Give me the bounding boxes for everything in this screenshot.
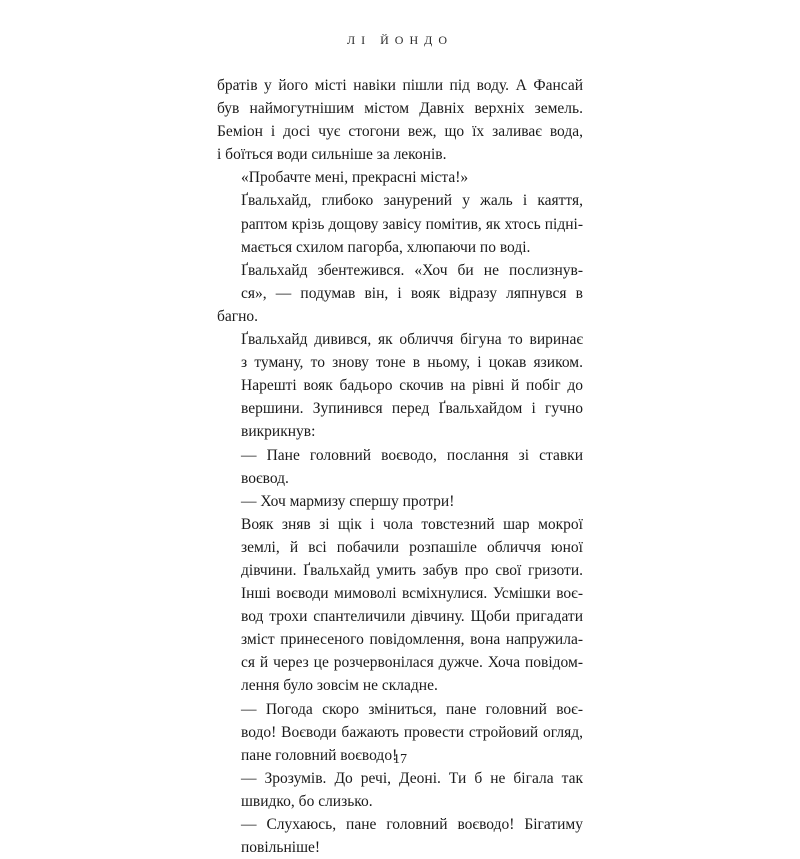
text-line: раптом крізь дощову завісу помітив, як хтось підні-	[241, 215, 583, 233]
text-line: ся й через це розчервонілася дужче. Хоча повідом-	[241, 654, 583, 672]
paragraph	[217, 189, 583, 258]
text-line: дівчини. Ґвальхайд умить забув про свої гризоти.	[241, 561, 583, 579]
text-line: з туману, то знову тоне в ньому, і цокав язиком.	[241, 354, 583, 372]
running-head-title: ЛІ ЙОНДО	[347, 33, 453, 47]
text-line: Інші воєводи мимоволі всміхнулися. Усмішки воє-	[241, 585, 583, 603]
text-line: — Слухаюсь, пане головний воєводо! Бігатиму	[241, 816, 583, 833]
text-line: землі, й всі побачили розпашіле обличчя юної	[241, 538, 583, 556]
text-line: ся», — подумав він, і вояк відразу ляпнувся в багно.	[217, 284, 583, 325]
text-line: був наймогутнішим містом Давніх верхніх земель.	[217, 100, 583, 118]
paragraph	[217, 767, 583, 813]
text-line: мається схилом пагорба, хлюпаючи по воді.	[241, 238, 531, 256]
paragraph	[217, 74, 583, 166]
page-number: 17	[393, 752, 407, 767]
text-line: воєвод.	[241, 469, 289, 487]
text-line: зміст принесеного повідомлення, вона напружила-	[241, 631, 583, 649]
paragraph	[217, 166, 583, 189]
text-line: братів у його місті навіки пішли під воду. А Фансай	[217, 77, 583, 94]
text-line: вершини. Зупинився перед Ґвальхайдом і гучно	[241, 400, 583, 418]
text-line: вод трохи спантеличили дівчину. Щоби пригадати	[241, 608, 583, 626]
text-line: Ґвальхайд збентежився. «Хоч би не послизнув-	[241, 261, 583, 279]
text-line: Ґвальхайд дивився, як обличчя бігуна то виринає	[241, 331, 583, 349]
paragraph	[217, 259, 583, 444]
text-line: швидко, бо слизько.	[241, 792, 373, 810]
paragraph	[217, 444, 583, 490]
text-line: водо! Воєводи бажають провести стройовий огляд,	[241, 723, 583, 741]
body-text	[217, 74, 583, 859]
text-line: — Зрозумів. До речі, Деоні. Ти б не бігала так	[241, 769, 583, 787]
text-line: — Погода скоро зміниться, пане головний воє-	[241, 700, 583, 718]
text-line: Беміон і досі чує стогони веж, що їх заливає вода,	[217, 123, 583, 141]
text-line: викрикнув:	[241, 423, 316, 441]
text-line: Ґвальхайд, глибоко занурений у жаль і каяття,	[241, 192, 583, 210]
text-line: і боїться води сильніше за леконів.	[217, 146, 447, 164]
text-line: лення було зовсім не складне.	[241, 677, 438, 695]
text-line: Вояк зняв зі щік і чола товстезний шар мокрої	[241, 515, 583, 533]
text-line: повільніше!	[241, 839, 321, 857]
text-line: — Хоч мармизу спершу протри!	[241, 492, 455, 510]
paragraph	[217, 813, 583, 859]
text-line: пане головний воєводо!	[241, 746, 398, 764]
text-line: «Пробачте мені, прекрасні міста!»	[241, 169, 469, 187]
paragraph	[217, 490, 583, 513]
paragraph	[217, 513, 583, 698]
text-line: Нарешті вояк бадьоро скочив на рівні й побіг до	[241, 377, 583, 395]
text-line: — Пане головний воєводо, послання зі ставки	[241, 446, 583, 464]
